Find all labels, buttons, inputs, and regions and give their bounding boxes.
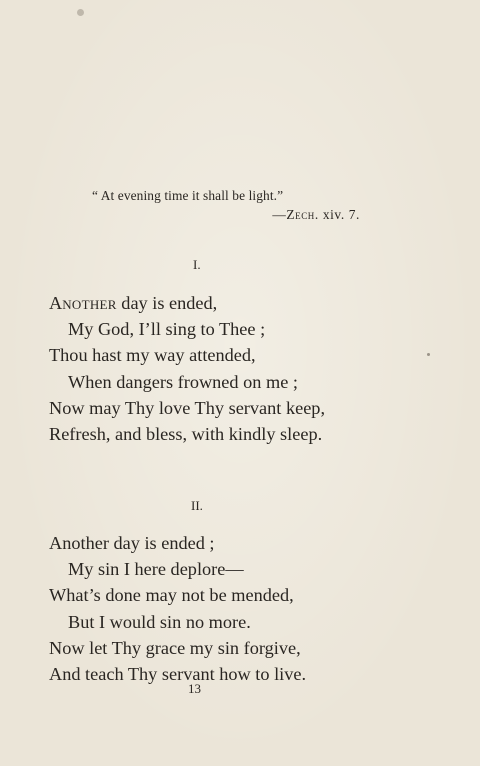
verse-line: Another day is ended ; (49, 533, 215, 553)
verse-line: My sin I here deplore— (68, 559, 244, 580)
verse-line: But I would sin no more. (68, 611, 251, 632)
verse-line: What’s done may not be mended, (49, 585, 294, 606)
verse-line: Refresh, and bless, with kindly sleep. (49, 424, 323, 445)
attribution-dash: — (272, 207, 287, 222)
first-word-small-caps: nother (62, 293, 117, 313)
stanza-numeral: II. (191, 498, 203, 513)
verse-line: Now let Thy grace my sin forgive, (49, 637, 301, 658)
verse-line (49, 290, 325, 316)
verse-line: Thou hast my way attended, (49, 345, 256, 366)
attribution-reference: . xiv. 7. (314, 207, 360, 222)
page-number: 13 (188, 681, 201, 696)
first-word (49, 293, 117, 313)
first-word-capital: A (49, 293, 63, 313)
paper-speck (427, 353, 430, 356)
stanza (49, 290, 325, 447)
verse-line: My God, I’ll sing to Thee ; (68, 319, 266, 340)
stanza-numeral: I. (193, 257, 201, 272)
verse-line: When dangers frowned on me ; (68, 371, 298, 392)
paper-speck (77, 9, 84, 16)
stanza (49, 530, 306, 687)
attribution-book: Zech (286, 207, 315, 222)
verse-line-text: day is ended, (116, 293, 218, 313)
epigraph-attribution (272, 207, 360, 223)
verse-line: Now may Thy love Thy servant keep, (49, 397, 326, 418)
epigraph-quote: “ At evening time it shall be light.” (92, 188, 284, 203)
verse-line: And teach Thy servant how to live. (49, 664, 307, 685)
